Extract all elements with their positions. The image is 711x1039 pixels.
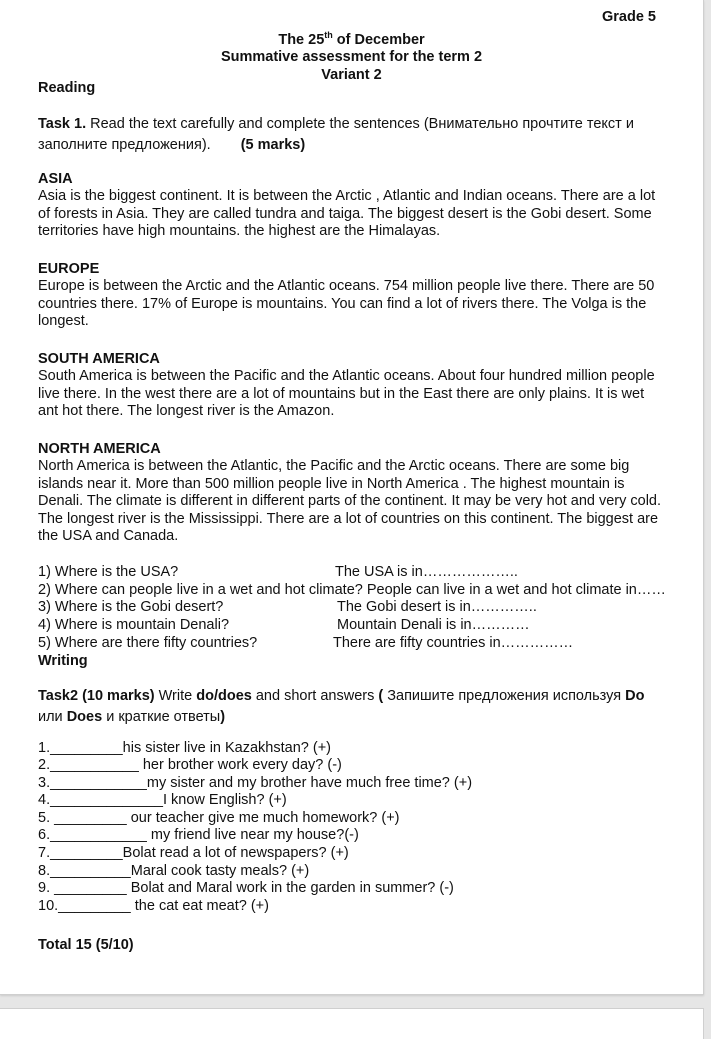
- section-text: South America is between the Pacific and the Atlantic oceans. About four hundred million people live there. In the west there are a lot of mountains but in the East there are only plains. It is wet ant hot there. The longest river is the Amazon.: [38, 368, 655, 419]
- section-title: ASIA: [38, 170, 73, 187]
- sentence-item: 8.__________Maral cook tasty meals? (+): [38, 862, 310, 879]
- section-asia: [38, 171, 668, 241]
- date-line: The 25th of December: [278, 30, 425, 48]
- variant-label: Variant 2: [321, 66, 382, 83]
- question-item: [38, 635, 668, 653]
- section-text: North America is between the Atlantic, the Pacific and the Arctic oceans. There are some big islands near it. More than 500 million people live in North America . The highest mountain is Denali. The climate is different in different parts of the continent. It may be very hot and very cold. The longest river is the Mississippi. There are a lot of countries on this continent. The biggest are the USA and Canada.: [38, 458, 662, 544]
- question-item: [38, 564, 668, 582]
- answer-prompt: The USA is in………………..: [335, 563, 518, 580]
- next-page-edge: [0, 1008, 704, 1039]
- question-text: 5) Where are there fifty countries?: [38, 635, 258, 651]
- assessment-title: Summative assessment for the term 2: [220, 49, 483, 66]
- section-text: Europe is between the Arctic and the Atlantic oceans. 754 million people live there. There are 50 countries there. 17% of Europe is mountains. You can find a lot of rivers there. The Volga is the longest.: [38, 278, 655, 329]
- section-title: SOUTH AMERICA: [38, 350, 160, 367]
- sentence-item: 10._________ the cat eat meat? (+): [38, 897, 269, 914]
- sentences-list: [38, 740, 668, 916]
- section-europe: [38, 261, 668, 331]
- section-title: NORTH AMERICA: [38, 440, 161, 457]
- document-header: [0, 27, 703, 84]
- sentence-item: 2.___________ her brother work every day? (-): [38, 757, 342, 774]
- question-text: 3) Where is the Gobi desert?: [38, 599, 224, 615]
- sentence-item: 3.____________my sister and my brother have much free time? (+): [38, 774, 473, 791]
- sentence-item: 5. _________ our teacher give me much homework? (+): [38, 809, 400, 826]
- question-text: 1) Where is the USA?: [38, 563, 179, 580]
- section-text: Asia is the biggest continent. It is between the Arctic , Atlantic and Indian oceans. There are a lot of forests in Asia. They are called tundra and taiga. The biggest desert is the Gobi desert. Some territories have high mountains. the highest are the Himalayas.: [38, 188, 656, 239]
- sentence-item: 7._________Bolat read a lot of newspapers? (+): [38, 845, 349, 862]
- question-item: [38, 617, 668, 635]
- task2-instructions: Task2 (10 marks) Write do/does and short answers ( Запишите предложения используя Do или Does и краткие ответы): [38, 687, 645, 725]
- document-body: [38, 80, 668, 955]
- answer-prompt: Mountain Denali is in…………: [337, 617, 530, 633]
- task1-instructions: Task 1. Read the text carefully and complete the sentences (Внимательно прочтите текст и заполните предложения). (5 marks): [38, 115, 634, 153]
- answer-prompt: The Gobi desert is in…………..: [337, 599, 537, 615]
- sentence-item: 4.______________I know English? (+): [38, 792, 287, 809]
- writing-heading: Writing: [38, 653, 88, 669]
- question-text: 4) Where is mountain Denali?: [38, 617, 230, 633]
- reading-heading: Reading: [38, 80, 96, 96]
- section-north-america: [38, 441, 668, 546]
- question-item: [38, 599, 668, 617]
- answer-prompt: There are fifty countries in……………: [333, 635, 574, 651]
- question-item: 2) Where can people live in a wet and hot climate? People can live in a wet and hot climate in……: [38, 581, 666, 598]
- grade-label: Grade 5: [602, 9, 656, 25]
- sentence-item: 9. _________ Bolat and Maral work in the garden in summer? (-): [38, 880, 454, 897]
- questions-list: [38, 564, 668, 654]
- total-marks: Total 15 (5/10): [38, 937, 134, 954]
- section-south-america: [38, 351, 668, 421]
- sentence-item: 1._________his sister live in Kazakhstan? (+): [38, 739, 331, 756]
- section-title: EUROPE: [38, 260, 100, 277]
- sentence-item: 6.____________ my friend live near my house?(-): [38, 827, 359, 844]
